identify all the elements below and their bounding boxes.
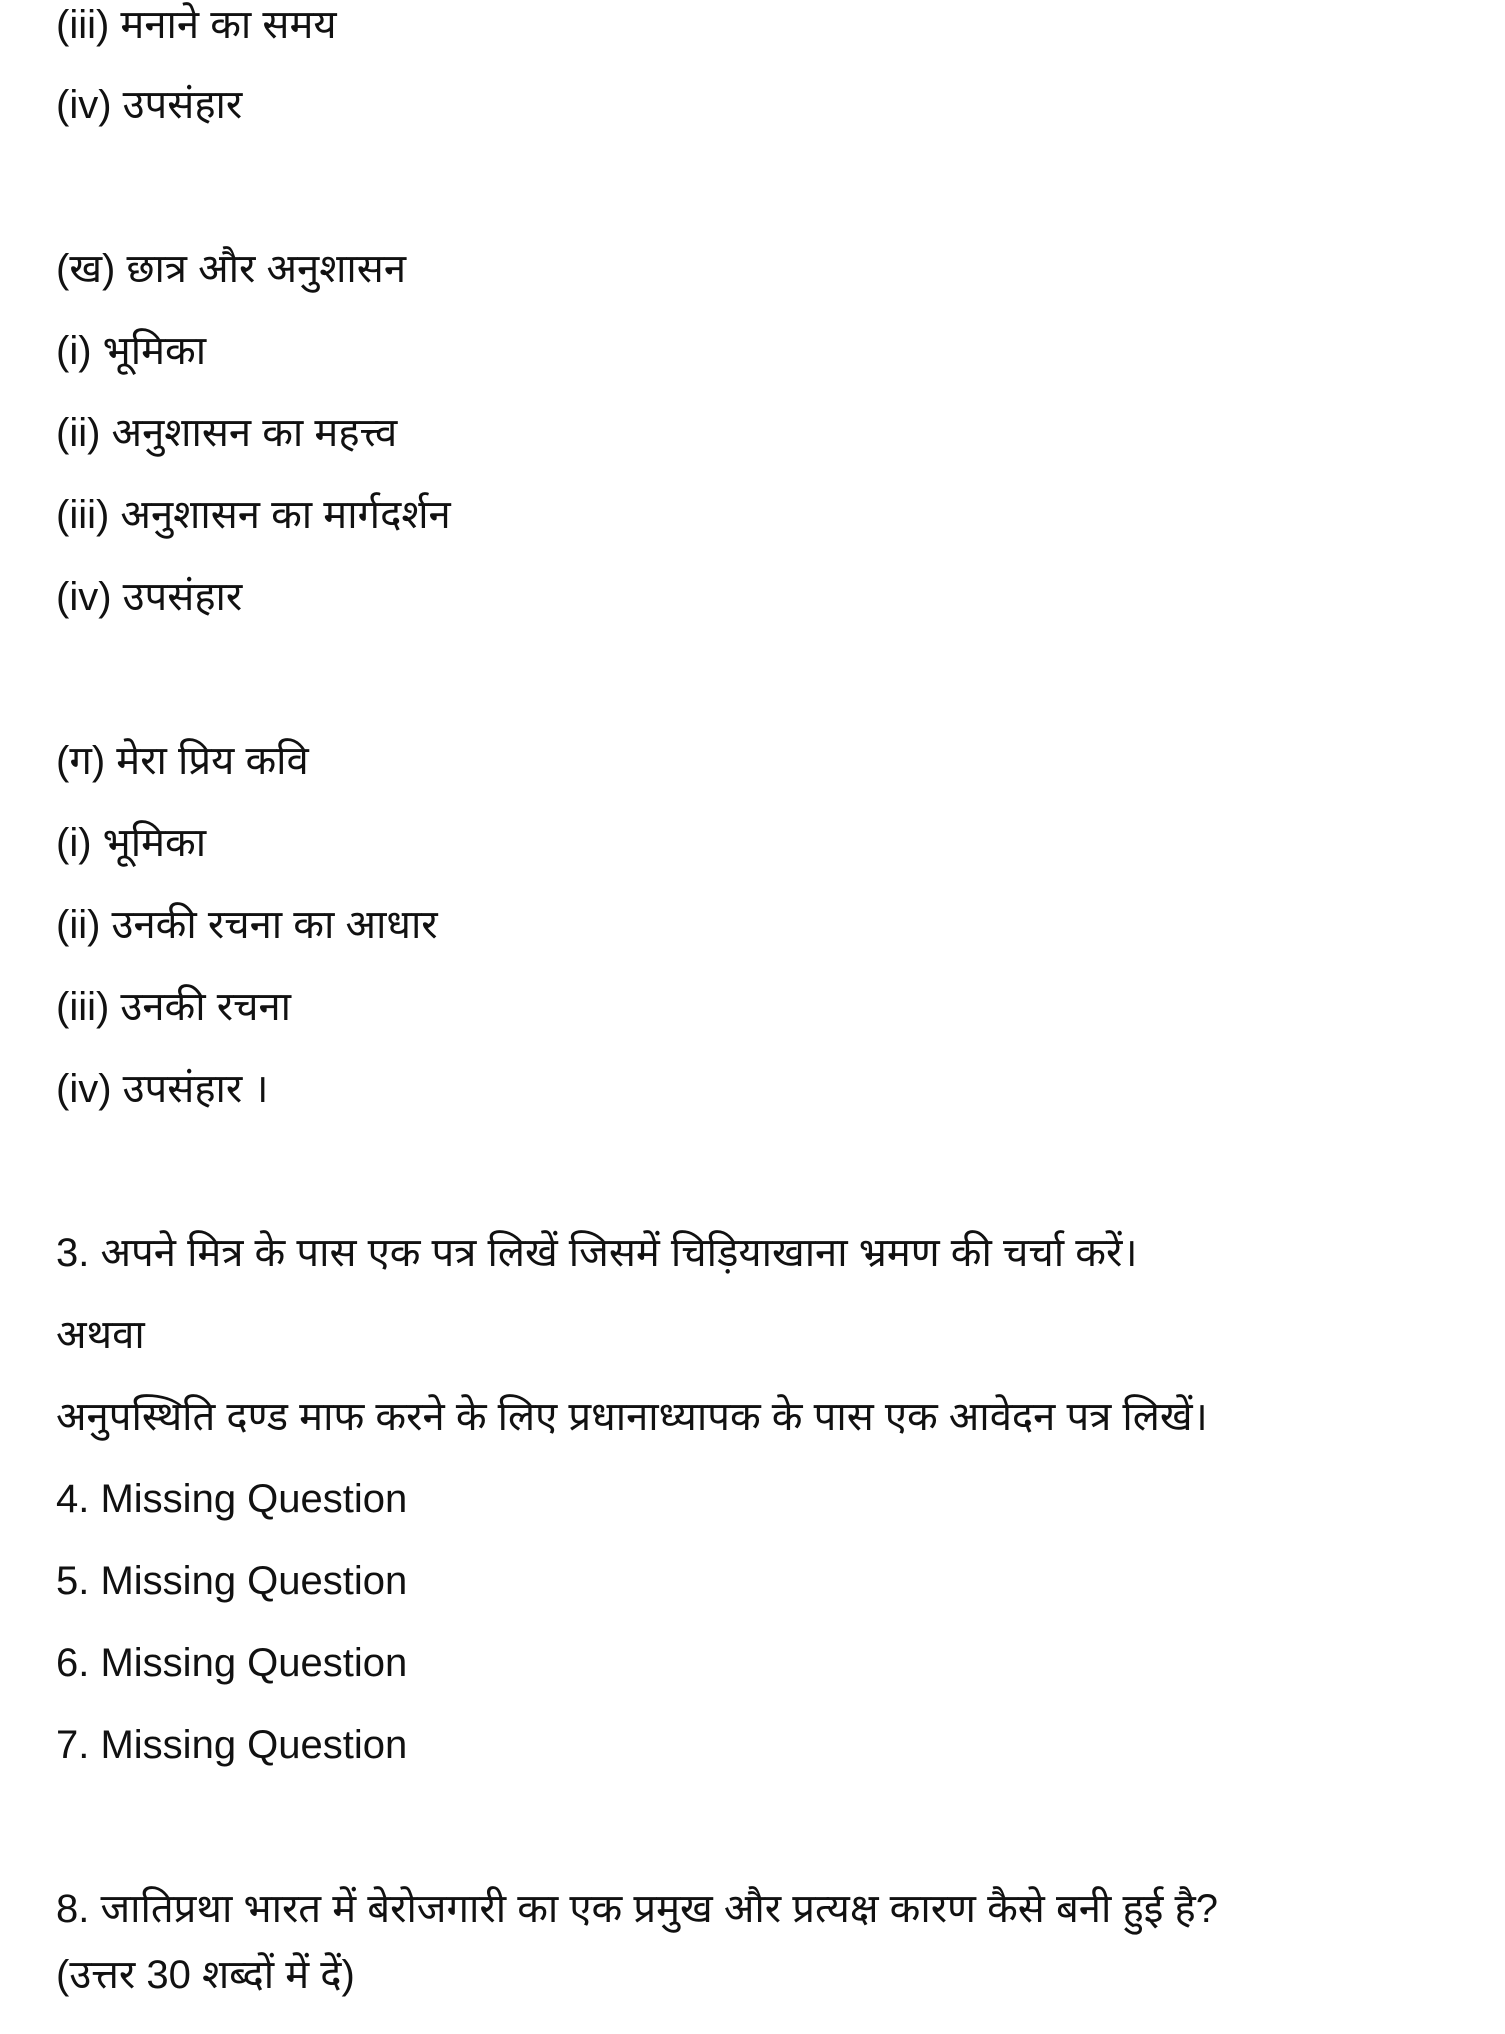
outline-item: (i) भूमिका xyxy=(56,329,207,373)
question-6: 6. Missing Question xyxy=(56,1641,408,1685)
or-separator: अथवा xyxy=(56,1313,145,1357)
outline-item: (iii) उनकी रचना xyxy=(56,985,292,1029)
outline-item: (iii) अनुशासन का मार्गदर्शन xyxy=(56,493,451,537)
outline-item: (ii) अनुशासन का महत्त्व xyxy=(56,411,398,455)
outline-item: (iv) उपसंहार xyxy=(56,575,243,619)
essay-topic-heading: (ख) छात्र और अनुशासन xyxy=(56,247,407,291)
question-7: 7. Missing Question xyxy=(56,1723,408,1767)
outline-item: (iv) उपसंहार । xyxy=(56,1067,269,1111)
question-3-alternative: अनुपस्थिति दण्ड माफ करने के लिए प्रधानाध्यापक के पास एक आवेदन पत्र लिखें। xyxy=(56,1395,1208,1439)
question-8: 8. जातिप्रथा भारत में बेरोजगारी का एक प्रमुख और प्रत्यक्ष कारण कैसे बनी हुई है? xyxy=(56,1887,1218,1931)
question-4: 4. Missing Question xyxy=(56,1477,408,1521)
question-3: 3. अपने मित्र के पास एक पत्र लिखें जिसमें चिड़ियाखाना भ्रमण की चर्चा करें। xyxy=(56,1231,1138,1275)
outline-item: (iii) मनाने का समय xyxy=(56,3,337,47)
outline-item: (ii) उनकी रचना का आधार xyxy=(56,903,438,947)
question-5: 5. Missing Question xyxy=(56,1559,408,1603)
essay-topic-heading: (ग) मेरा प्रिय कवि xyxy=(56,739,309,783)
question-8-instruction: (उत्तर 30 शब्दों में दें) xyxy=(56,1953,355,1997)
outline-item: (iv) उपसंहार xyxy=(56,83,243,127)
outline-item: (i) भूमिका xyxy=(56,821,207,865)
